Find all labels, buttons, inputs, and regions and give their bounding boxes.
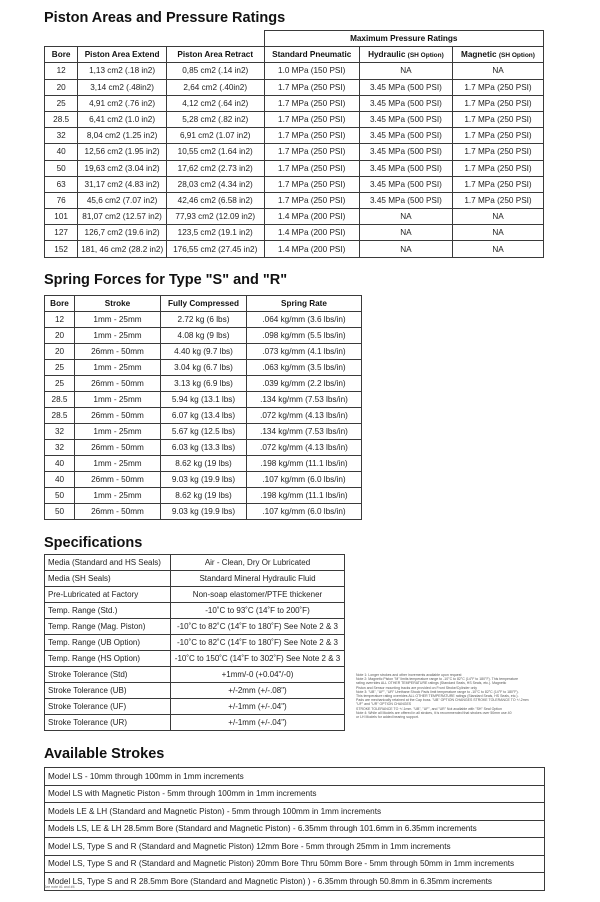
specs-table bbox=[44, 554, 345, 731]
table-cell: 4.40 kg (9.7 lbs) bbox=[161, 344, 247, 360]
table-cell: 32 bbox=[45, 424, 75, 440]
spring-row bbox=[45, 456, 362, 472]
table-cell: 28.5 bbox=[45, 392, 75, 408]
note-line: rating overrides ALL OTHER TEMPERATURE ratings (Standard Seals, HS Seals, etc.). Magnetic bbox=[356, 681, 507, 686]
table-cell: Stroke Tolerance (UB) bbox=[45, 683, 171, 699]
table-cell: Temp. Range (HS Option) bbox=[45, 651, 171, 667]
table-cell: 77,93 cm2 (12.09 in2) bbox=[166, 209, 264, 225]
piston-row bbox=[45, 192, 544, 208]
table-cell: 1mm - 25mm bbox=[75, 424, 161, 440]
table-cell: NA bbox=[453, 241, 544, 257]
table-cell: .072 kg/mm (4.13 lbs/in) bbox=[247, 408, 362, 424]
table-cell: 1mm - 25mm bbox=[75, 328, 161, 344]
table-cell: NA bbox=[359, 241, 452, 257]
table-cell: 3.45 MPa (500 PSI) bbox=[359, 128, 452, 144]
table-cell: 101 bbox=[45, 209, 78, 225]
table-cell: 50 bbox=[45, 160, 78, 176]
note-line: Piston and Sensor mounting tracks are provided on Front Stroke/Cylinder only bbox=[356, 685, 478, 690]
table-cell: 50 bbox=[45, 488, 75, 504]
table-cell: 1mm - 25mm bbox=[75, 312, 161, 328]
table-cell: 3.45 MPa (500 PSI) bbox=[359, 95, 452, 111]
table-cell: 4,91 cm2 (.76 in2) bbox=[78, 95, 167, 111]
table-cell: Air - Clean, Dry Or Lubricated bbox=[171, 555, 345, 571]
table-cell: 12 bbox=[45, 63, 78, 79]
table-cell: 0,85 cm2 (.14 in2) bbox=[166, 63, 264, 79]
piston-row bbox=[45, 111, 544, 127]
table-cell: 3.45 MPa (500 PSI) bbox=[359, 160, 452, 176]
table-cell: 25 bbox=[45, 95, 78, 111]
col-header: Magnetic (SH Option) bbox=[453, 47, 544, 63]
spring-row bbox=[45, 472, 362, 488]
table-cell: .107 kg/mm (6.0 lbs/in) bbox=[247, 504, 362, 520]
table-cell: 20 bbox=[45, 79, 78, 95]
table-cell: 1.7 MPa (250 PSI) bbox=[453, 176, 544, 192]
table-cell: .063 kg/mm (3.5 lbs/in) bbox=[247, 360, 362, 376]
table-cell: .073 kg/mm (4.1 lbs/in) bbox=[247, 344, 362, 360]
table-cell: Stroke Tolerance (UF) bbox=[45, 699, 171, 715]
spec-row bbox=[45, 667, 345, 683]
table-cell: 40 bbox=[45, 456, 75, 472]
table-cell: -10˚C to 82˚C (14˚F to 180˚F) See Note 2 & 3 bbox=[171, 635, 345, 651]
table-cell: 1.7 MPa (250 PSI) bbox=[264, 160, 359, 176]
table-cell: .198 kg/mm (11.1 lbs/in) bbox=[247, 456, 362, 472]
table-cell: 3,14 cm2 (.48in2) bbox=[78, 79, 167, 95]
spring-row bbox=[45, 504, 362, 520]
spec-row bbox=[45, 555, 345, 571]
table-cell: 4,12 cm2 (.64 in2) bbox=[166, 95, 264, 111]
table-cell: NA bbox=[453, 225, 544, 241]
table-cell: 28.5 bbox=[45, 408, 75, 424]
note-line: or LH Models for added bearing support. bbox=[356, 715, 419, 720]
piston-row bbox=[45, 176, 544, 192]
table-cell: .134 kg/mm (7.53 lbs/in) bbox=[247, 392, 362, 408]
spring-table bbox=[44, 295, 362, 520]
table-cell: 28.5 bbox=[45, 111, 78, 127]
table-cell: 3.13 kg (6.9 lbs) bbox=[161, 376, 247, 392]
table-cell: 1.4 MPa (200 PSI) bbox=[264, 225, 359, 241]
table-cell: 45,6 cm2 (7.07 in2) bbox=[78, 192, 167, 208]
spec-row bbox=[45, 651, 345, 667]
table-cell: 1.7 MPa (250 PSI) bbox=[453, 160, 544, 176]
table-cell: 1.7 MPa (250 PSI) bbox=[453, 111, 544, 127]
table-cell: 4.08 kg (9 lbs) bbox=[161, 328, 247, 344]
spec-row bbox=[45, 571, 345, 587]
piston-row bbox=[45, 209, 544, 225]
piston-title: Piston Areas and Pressure Ratings bbox=[44, 10, 286, 26]
table-cell: 181, 46 cm2 (28.2 in2) bbox=[78, 241, 167, 257]
table-cell: 3.45 MPa (500 PSI) bbox=[359, 144, 452, 160]
table-cell: 6,91 cm2 (1.07 in2) bbox=[166, 128, 264, 144]
table-cell: Model LS - 10mm through 100mm in 1mm increments bbox=[45, 768, 545, 786]
note-line: Note 2: Magnetic Piston "M" limits temperature range to -10°C to 82°C (14°F to 180°F). This temperature bbox=[356, 677, 519, 682]
table-cell: 26mm - 50mm bbox=[75, 504, 161, 520]
table-cell: 1,13 cm2 (.18 in2) bbox=[78, 63, 167, 79]
piston-group-header-row bbox=[45, 31, 544, 47]
table-cell: 6.07 kg (13.4 lbs) bbox=[161, 408, 247, 424]
table-cell: -10˚C to 82˚C (14˚F to 180˚F) See Note 2 & 3 bbox=[171, 619, 345, 635]
table-cell: 17,62 cm2 (2.73 in2) bbox=[166, 160, 264, 176]
note-line: STROKE TOLERANCE TO +/-1mm. "UB", "UF", and "UR" Not available with "SH" Seal Option bbox=[356, 706, 502, 711]
table-cell: 32 bbox=[45, 128, 78, 144]
spring-row bbox=[45, 392, 362, 408]
col-header: Piston Area Extend bbox=[78, 47, 167, 63]
table-cell: 123,5 cm2 (19.1 in2) bbox=[166, 225, 264, 241]
table-cell: 6.03 kg (13.3 lbs) bbox=[161, 440, 247, 456]
table-cell: 31,17 cm2 (4.83 in2) bbox=[78, 176, 167, 192]
table-cell: 8.62 kg (19 lbs) bbox=[161, 456, 247, 472]
table-cell: 1.7 MPa (250 PSI) bbox=[453, 144, 544, 160]
col-header: Spring Rate bbox=[247, 296, 362, 312]
table-cell: Models LE & LH (Standard and Magnetic Piston) - 5mm through 100mm in 1mm increments bbox=[45, 803, 545, 821]
stroke-row bbox=[45, 785, 545, 803]
table-cell: 127 bbox=[45, 225, 78, 241]
table-cell: 2,64 cm2 (.40in2) bbox=[166, 79, 264, 95]
table-cell: Models LS, LE & LH 28.5mm Bore (Standard and Magnetic Piston) - 6.35mm through 101.6mm in 6.35mm increments bbox=[45, 820, 545, 838]
table-cell: 3.45 MPa (500 PSI) bbox=[359, 192, 452, 208]
table-cell: NA bbox=[453, 209, 544, 225]
table-cell: +1mm/-0 (+0.04"/-0) bbox=[171, 667, 345, 683]
table-cell: 3.45 MPa (500 PSI) bbox=[359, 111, 452, 127]
table-cell: Temp. Range (Mag. Piston) bbox=[45, 619, 171, 635]
piston-table bbox=[44, 30, 544, 258]
spring-row bbox=[45, 424, 362, 440]
table-cell: 5.94 kg (13.1 lbs) bbox=[161, 392, 247, 408]
table-cell: 126,7 cm2 (19.6 in2) bbox=[78, 225, 167, 241]
footnote: See note #1 and #4 bbox=[44, 885, 75, 889]
piston-row bbox=[45, 241, 544, 257]
spec-row bbox=[45, 715, 345, 731]
table-cell: 40 bbox=[45, 144, 78, 160]
spring-row bbox=[45, 408, 362, 424]
table-cell: 3.04 kg (6.7 lbs) bbox=[161, 360, 247, 376]
table-cell: .064 kg/mm (3.6 lbs/in) bbox=[247, 312, 362, 328]
table-cell: 50 bbox=[45, 504, 75, 520]
table-cell: Temp. Range (Std.) bbox=[45, 603, 171, 619]
table-cell: 1mm - 25mm bbox=[75, 360, 161, 376]
table-cell: 1.7 MPa (250 PSI) bbox=[264, 176, 359, 192]
stroke-row bbox=[45, 803, 545, 821]
table-cell: 1mm - 25mm bbox=[75, 488, 161, 504]
table-cell: .134 kg/mm (7.53 lbs/in) bbox=[247, 424, 362, 440]
note-line: Note 4: While all Models are offered in all strokes, it is recommended that strokes over 50mm use 40 bbox=[356, 710, 512, 715]
note-line: Pads are mechanically retained at the Cap boss. "UB" OPTION CHANGES STROKE TOLERANCE TO +/-2mm bbox=[356, 698, 529, 703]
spring-row bbox=[45, 328, 362, 344]
table-cell: -10˚C to 93˚C (14˚F to 200˚F) bbox=[171, 603, 345, 619]
table-cell: +/-2mm (+/-.08") bbox=[171, 683, 345, 699]
table-cell: 1.4 MPa (200 PSI) bbox=[264, 241, 359, 257]
col-header: Hydraulic (SH Option) bbox=[359, 47, 452, 63]
table-cell: 176,55 cm2 (27.45 in2) bbox=[166, 241, 264, 257]
table-cell: 32 bbox=[45, 440, 75, 456]
table-cell: 20 bbox=[45, 344, 75, 360]
col-header: Stroke bbox=[75, 296, 161, 312]
table-cell: NA bbox=[359, 63, 452, 79]
table-cell: NA bbox=[453, 63, 544, 79]
table-cell: 1.7 MPa (250 PSI) bbox=[264, 128, 359, 144]
table-cell: 76 bbox=[45, 192, 78, 208]
spec-row bbox=[45, 635, 345, 651]
table-cell: 81,07 cm2 (12.57 in2) bbox=[78, 209, 167, 225]
note-line: Note 1: Longer strokes and other increments available upon request bbox=[356, 673, 462, 677]
table-cell: 8,04 cm2 (1.25 in2) bbox=[78, 128, 167, 144]
table-cell: .072 kg/mm (4.13 lbs/in) bbox=[247, 440, 362, 456]
spring-row bbox=[45, 376, 362, 392]
group-header: Maximum Pressure Ratings bbox=[264, 31, 543, 47]
table-cell: .098 kg/mm (5.5 lbs/in) bbox=[247, 328, 362, 344]
table-cell: 2.72 kg (6 lbs) bbox=[161, 312, 247, 328]
table-cell: NA bbox=[359, 209, 452, 225]
note-line: Note 3: "UB", "UF", "UR" Urethane Shock Pads limit temperature range to -10°C to 82°C (14°F to 180°F). bbox=[356, 689, 519, 694]
table-cell: +/-1mm (+/-.04") bbox=[171, 715, 345, 731]
spec-row bbox=[45, 699, 345, 715]
stroke-row bbox=[45, 838, 545, 856]
table-cell: 28,03 cm2 (4.34 in2) bbox=[166, 176, 264, 192]
specs-title: Specifications bbox=[44, 535, 143, 551]
notes-block bbox=[356, 673, 552, 719]
table-cell: 25 bbox=[45, 376, 75, 392]
table-cell: Media (SH Seals) bbox=[45, 571, 171, 587]
table-cell: 12,56 cm2 (1.95 in2) bbox=[78, 144, 167, 160]
table-cell: 8.62 kg (19 lbs) bbox=[161, 488, 247, 504]
note-line: This temperature rating overrides ALL OTHER TEMPERATURE ratings (Standard Seals, HS Seals, etc.). bbox=[356, 694, 519, 699]
table-cell: .198 kg/mm (11.1 lbs/in) bbox=[247, 488, 362, 504]
col-header: Standard Pneumatic bbox=[264, 47, 359, 63]
table-cell: 5,28 cm2 (.82 in2) bbox=[166, 111, 264, 127]
col-header: Bore bbox=[45, 47, 78, 63]
table-cell: -10˚C to 150˚C (14˚F to 302˚F) See Note 2 & 3 bbox=[171, 651, 345, 667]
spec-row bbox=[45, 619, 345, 635]
table-cell: 1.7 MPa (250 PSI) bbox=[453, 79, 544, 95]
piston-header-row bbox=[45, 47, 544, 63]
table-cell: 1.7 MPa (250 PSI) bbox=[453, 95, 544, 111]
spring-row bbox=[45, 360, 362, 376]
col-header: Bore bbox=[45, 296, 75, 312]
table-cell: 1mm - 25mm bbox=[75, 456, 161, 472]
table-cell: Model LS, Type S and R 28.5mm Bore (Standard and Magnetic Piston) ) - 6.35mm through 50.8mm in 6.35mm increments bbox=[45, 873, 545, 891]
spring-row bbox=[45, 488, 362, 504]
piston-row bbox=[45, 79, 544, 95]
table-cell: 1.7 MPa (250 PSI) bbox=[453, 192, 544, 208]
table-cell: 26mm - 50mm bbox=[75, 376, 161, 392]
table-cell: 26mm - 50mm bbox=[75, 344, 161, 360]
table-cell: Model LS, Type S and R (Standard and Magnetic Piston) 20mm Bore Thru 50mm Bore - 5mm through 50mm in 1mm increments bbox=[45, 855, 545, 873]
table-cell: Non-soap elastomer/PTFE thickener bbox=[171, 587, 345, 603]
table-cell: 26mm - 50mm bbox=[75, 472, 161, 488]
table-cell: 40 bbox=[45, 472, 75, 488]
table-cell: 25 bbox=[45, 360, 75, 376]
spring-row bbox=[45, 440, 362, 456]
table-cell: 42,46 cm2 (6.58 in2) bbox=[166, 192, 264, 208]
note-line: "UF" and "UR" OPTION CHANGES bbox=[356, 702, 412, 707]
table-cell: 3.45 MPa (500 PSI) bbox=[359, 176, 452, 192]
stroke-row bbox=[45, 873, 545, 891]
table-cell: 20 bbox=[45, 328, 75, 344]
piston-row bbox=[45, 95, 544, 111]
spec-row bbox=[45, 587, 345, 603]
table-cell: 152 bbox=[45, 241, 78, 257]
table-cell: 9.03 kg (19.9 lbs) bbox=[161, 504, 247, 520]
table-cell: 6,41 cm2 (1.0 in2) bbox=[78, 111, 167, 127]
table-cell: .039 kg/mm (2.2 lbs/in) bbox=[247, 376, 362, 392]
table-cell: 1.7 MPa (250 PSI) bbox=[264, 192, 359, 208]
table-cell: .107 kg/mm (6.0 lbs/in) bbox=[247, 472, 362, 488]
spec-row bbox=[45, 683, 345, 699]
table-cell: 1mm - 25mm bbox=[75, 392, 161, 408]
table-cell: 1.0 MPa (150 PSI) bbox=[264, 63, 359, 79]
table-cell: 1.7 MPa (250 PSI) bbox=[264, 111, 359, 127]
table-cell: 19,63 cm2 (3.04 in2) bbox=[78, 160, 167, 176]
table-cell: 1.7 MPa (250 PSI) bbox=[264, 144, 359, 160]
table-cell: 26mm - 50mm bbox=[75, 440, 161, 456]
spring-header-row bbox=[45, 296, 362, 312]
table-cell: 63 bbox=[45, 176, 78, 192]
table-cell: 10,55 cm2 (1.64 in2) bbox=[166, 144, 264, 160]
col-header: Fully Compressed bbox=[161, 296, 247, 312]
table-cell: Temp. Range (UB Option) bbox=[45, 635, 171, 651]
spring-row bbox=[45, 344, 362, 360]
strokes-title: Available Strokes bbox=[44, 746, 165, 762]
table-cell: Media (Standard and HS Seals) bbox=[45, 555, 171, 571]
table-cell: 1.4 MPa (200 PSI) bbox=[264, 209, 359, 225]
table-cell: Stroke Tolerance (UR) bbox=[45, 715, 171, 731]
table-cell: 1.7 MPa (250 PSI) bbox=[264, 95, 359, 111]
piston-row bbox=[45, 225, 544, 241]
table-cell: NA bbox=[359, 225, 452, 241]
table-cell: 12 bbox=[45, 312, 75, 328]
spring-row bbox=[45, 312, 362, 328]
table-cell: 3.45 MPa (500 PSI) bbox=[359, 79, 452, 95]
table-cell: Stroke Tolerance (Std) bbox=[45, 667, 171, 683]
table-cell: 5.67 kg (12.5 lbs) bbox=[161, 424, 247, 440]
stroke-row bbox=[45, 768, 545, 786]
table-cell: Model LS with Magnetic Piston - 5mm through 100mm in 1mm increments bbox=[45, 785, 545, 803]
table-cell: +/-1mm (+/-.04") bbox=[171, 699, 345, 715]
spring-title: Spring Forces for Type "S" and "R" bbox=[44, 272, 288, 288]
piston-row bbox=[45, 63, 544, 79]
piston-row bbox=[45, 144, 544, 160]
table-cell: Model LS, Type S and R (Standard and Magnetic Piston) 12mm Bore - 5mm through 25mm in 1mm increments bbox=[45, 838, 545, 856]
stroke-row bbox=[45, 820, 545, 838]
table-cell: 1.7 MPa (250 PSI) bbox=[453, 128, 544, 144]
spec-row bbox=[45, 603, 345, 619]
piston-row bbox=[45, 128, 544, 144]
table-cell: 1.7 MPa (250 PSI) bbox=[264, 79, 359, 95]
piston-row bbox=[45, 160, 544, 176]
table-cell: 9.03 kg (19.9 lbs) bbox=[161, 472, 247, 488]
table-cell: Pre-Lubricated at Factory bbox=[45, 587, 171, 603]
col-header: Piston Area Retract bbox=[166, 47, 264, 63]
strokes-table bbox=[44, 767, 545, 891]
table-cell: Standard Mineral Hydraulic Fluid bbox=[171, 571, 345, 587]
table-cell: 26mm - 50mm bbox=[75, 408, 161, 424]
stroke-row bbox=[45, 855, 545, 873]
